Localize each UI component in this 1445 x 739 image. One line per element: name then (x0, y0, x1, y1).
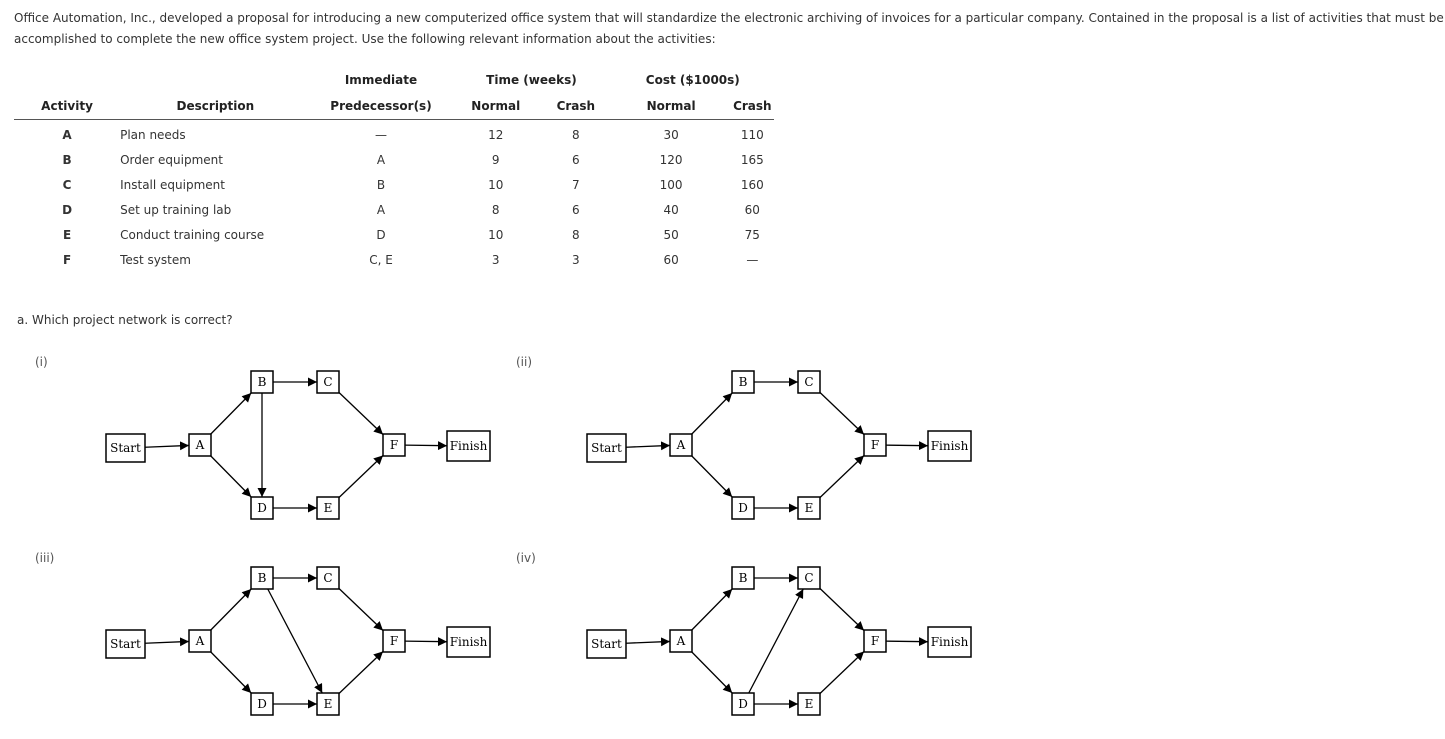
cell-time-normal: 12 (488, 127, 504, 142)
cell-predecessor: C, E (369, 252, 393, 267)
intro-line-2: accomplished to complete the new office system project. Use the following relevant information about the activities: (14, 32, 716, 46)
option-label-i[interactable]: (i) (35, 355, 48, 369)
header-cost-normal: Normal (612, 92, 731, 120)
cell-activity: F (62, 252, 72, 267)
node-label-f: F (389, 438, 399, 452)
arrow-a-to-b (211, 589, 251, 630)
node-label-finish: Finish (930, 439, 969, 453)
cell-time-normal: 8 (491, 202, 500, 217)
header-time-normal: Normal (451, 92, 540, 120)
node-label-f: F (870, 438, 880, 452)
cell-cost-normal: 50 (663, 227, 679, 242)
node-label-c: C (804, 375, 814, 389)
node-label-f: F (870, 634, 880, 648)
network-diagram-ii (587, 371, 971, 519)
header-immediate: Immediate (344, 73, 418, 87)
cell-time-crash: 6 (572, 202, 580, 217)
arrow-a-to-d (692, 456, 732, 497)
cell-description: Conduct training course (120, 227, 265, 242)
node-label-a: A (195, 438, 205, 452)
node-label-d: D (257, 697, 267, 711)
node-label-e: E (804, 501, 814, 515)
node-label-b: B (257, 571, 267, 585)
cell-time-crash: 7 (572, 177, 580, 192)
cell-activity: D (62, 202, 73, 217)
cell-activity: C (62, 177, 72, 192)
cell-description: Plan needs (120, 127, 186, 142)
cell-cost-crash: 165 (740, 152, 764, 167)
arrow-a-to-d (211, 456, 251, 497)
arrow-e-to-f (820, 652, 864, 694)
node-label-finish: Finish (930, 635, 969, 649)
network-diagram-iv (587, 567, 971, 715)
arrow-a-to-b (692, 589, 732, 630)
node-label-a: A (676, 634, 686, 648)
arrow-a-to-b (692, 393, 732, 434)
cell-cost-crash: 160 (740, 177, 764, 192)
node-label-c: C (323, 375, 333, 389)
header-activity: Activity (14, 92, 120, 120)
network-diagram-i (106, 371, 490, 519)
cell-activity: B (62, 152, 72, 167)
node-label-start: Start (591, 441, 622, 455)
node-label-a: A (195, 634, 205, 648)
node-label-finish: Finish (449, 635, 488, 649)
arrow-f-to-finish (405, 641, 447, 642)
node-label-d: D (738, 697, 748, 711)
node-label-f: F (389, 634, 399, 648)
header-description: Description (120, 92, 311, 120)
cell-predecessor: A (376, 202, 386, 217)
node-label-e: E (323, 697, 333, 711)
cell-cost-normal: 40 (663, 202, 679, 217)
arrow-c-to-f (820, 589, 864, 631)
cell-time-crash: 3 (572, 252, 580, 267)
cell-cost-crash: 60 (744, 202, 760, 217)
arrow-f-to-finish (405, 445, 447, 446)
arrow-c-to-f (339, 393, 383, 435)
option-label-iii[interactable]: (iii) (35, 551, 55, 565)
cell-cost-normal: 30 (663, 127, 679, 142)
node-label-e: E (804, 697, 814, 711)
node-label-e: E (323, 501, 333, 515)
cell-cost-crash: 75 (744, 227, 760, 242)
cell-time-crash: 8 (572, 127, 580, 142)
arrow-e-to-f (339, 652, 383, 694)
cell-time-normal: 10 (488, 177, 504, 192)
cell-activity: E (62, 227, 72, 242)
cell-description: Install equipment (120, 177, 225, 192)
arrow-b-to-e (268, 589, 322, 693)
arrow-a-to-d (211, 652, 251, 693)
arrow-e-to-f (339, 456, 383, 498)
node-label-a: A (676, 438, 686, 452)
arrow-f-to-finish (886, 445, 928, 446)
cell-predecessor: — (374, 127, 387, 142)
arrow-start-to-a (145, 641, 189, 643)
node-label-start: Start (110, 441, 141, 455)
arrow-f-to-finish (886, 641, 928, 642)
cell-predecessor: A (376, 152, 386, 167)
cell-predecessor: B (376, 177, 386, 192)
header-time-crash: Crash (540, 92, 611, 120)
header-time: Time (weeks) (486, 73, 577, 87)
node-label-d: D (257, 501, 267, 515)
arrow-a-to-d (692, 652, 732, 693)
cell-time-crash: 6 (572, 152, 580, 167)
cell-time-crash: 8 (572, 227, 580, 242)
arrow-start-to-a (145, 445, 189, 447)
cell-time-normal: 3 (491, 252, 500, 267)
cell-cost-normal: 120 (659, 152, 683, 167)
cell-cost-crash: 110 (740, 127, 764, 142)
cell-time-normal: 9 (491, 152, 500, 167)
arrow-c-to-f (820, 393, 864, 435)
arrow-d-to-c (749, 589, 803, 693)
cell-description: Order equipment (120, 152, 223, 167)
cell-description: Set up training lab (120, 202, 232, 217)
cell-time-normal: 10 (488, 227, 504, 242)
node-label-c: C (323, 571, 333, 585)
header-predecessors: Predecessor(s) (311, 92, 452, 120)
cell-predecessor: D (376, 227, 386, 242)
option-label-ii[interactable]: (ii) (516, 355, 533, 369)
option-label-iv[interactable]: (iv) (516, 551, 536, 565)
node-label-b: B (257, 375, 267, 389)
intro-line-1: Office Automation, Inc., developed a proposal for introducing a new computerized office system that will standardize the electronic archiving of invoices for a particular company. Contained in the proposal is a list of activities that must be (14, 11, 1444, 25)
node-label-b: B (738, 375, 748, 389)
node-label-c: C (804, 571, 814, 585)
cell-cost-crash: — (746, 252, 759, 267)
node-label-start: Start (591, 637, 622, 651)
cell-activity: A (62, 127, 72, 142)
question-text: a. Which project network is correct? (17, 313, 233, 327)
node-label-start: Start (110, 637, 141, 651)
cell-cost-normal: 100 (659, 177, 683, 192)
arrow-a-to-b (211, 393, 251, 434)
cell-cost-normal: 60 (663, 252, 679, 267)
arrow-e-to-f (820, 456, 864, 498)
arrow-c-to-f (339, 589, 383, 631)
header-cost: Cost ($1000s) (645, 73, 740, 87)
arrow-start-to-a (626, 445, 670, 447)
node-label-finish: Finish (449, 439, 488, 453)
network-diagram-iii (106, 567, 490, 715)
node-label-b: B (738, 571, 748, 585)
header-cost-crash: Crash (731, 92, 774, 120)
arrow-start-to-a (626, 641, 670, 643)
cell-description: Test system (120, 252, 191, 267)
node-label-d: D (738, 501, 748, 515)
